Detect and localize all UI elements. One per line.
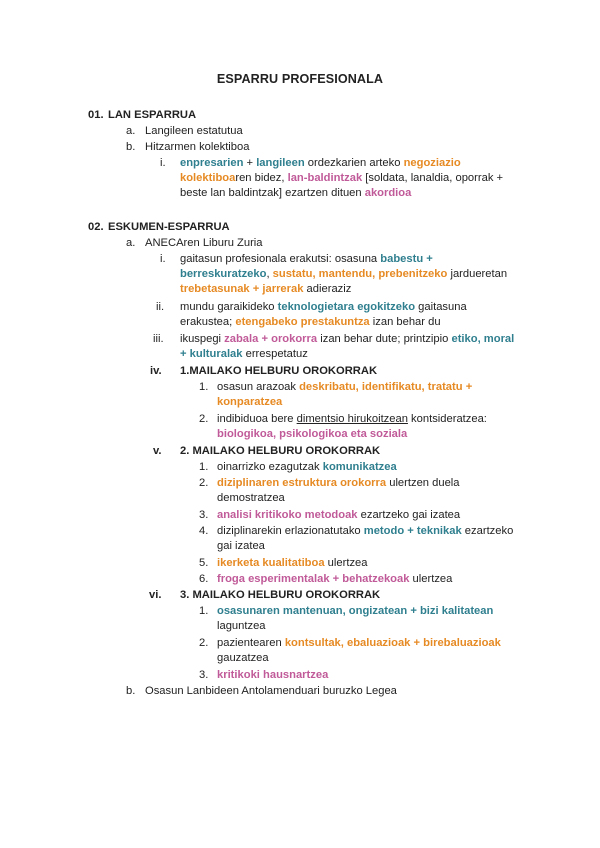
- text-run: jardueretan: [447, 268, 508, 280]
- list-item-kritikoki-hausnartzea: [217, 668, 527, 683]
- text-run: ren bidez,: [235, 172, 288, 184]
- section-2-number: 02.: [88, 221, 104, 233]
- paragraph-ikuspegi: [180, 332, 516, 362]
- highlight: etengabeko prestakuntza: [235, 316, 370, 328]
- text-run: osasun arazoak: [217, 381, 300, 393]
- list-item-osasunaren-mantenuan: [217, 604, 527, 634]
- list-item-osasun-arazoak: [217, 380, 517, 410]
- list-item-metodo-teknikak: [217, 524, 517, 554]
- text-run: mundu garaikideko: [180, 301, 278, 313]
- text-run: izan behar dute; printzipio: [317, 333, 452, 345]
- list-item-oinarrizko-ezagutzak: [217, 460, 527, 475]
- text-run: errespetatuz: [242, 348, 308, 360]
- text-run: pazientearen: [217, 637, 285, 649]
- list-marker: 3.: [199, 669, 209, 681]
- paragraph-hitzarmen-definition: [180, 156, 520, 201]
- list-marker: 2.: [199, 477, 209, 489]
- text-run: gaitasuna erakustea;: [180, 301, 467, 328]
- text-run: ,: [266, 268, 273, 280]
- highlight: teknologietara egokitzeko: [277, 301, 416, 313]
- list-marker: b.: [126, 141, 136, 153]
- text-run: gauzatzea: [217, 652, 269, 664]
- highlight: negoziazio kolektiboa: [180, 157, 461, 184]
- list-item-pazientearen-kontsultak: [217, 636, 537, 666]
- text-run: oinarrizko ezagutzak: [217, 461, 323, 473]
- text-run: ikuspegi: [180, 333, 225, 345]
- highlight: analisi kritikoko metodoak: [217, 509, 358, 521]
- page-title: ESPARRU PROFESIONALA: [216, 72, 384, 86]
- section-2-heading: ESKUMEN-ESPARRUA: [108, 221, 230, 233]
- text-run: ulertzea: [409, 573, 453, 585]
- highlight: zabala + orokorra: [224, 333, 318, 345]
- underlined-text: dimentsio hirukoitzean: [296, 413, 408, 425]
- list-item-analisi-kritikoko: [217, 508, 527, 523]
- text-run: kontsideratzea:: [407, 413, 487, 425]
- list-item-langileen-estatutua: Langileen estatutua: [145, 125, 243, 137]
- list-marker: ii.: [156, 301, 165, 313]
- list-item-osasun-lanbideen-legea: Osasun Lanbideen Antolamenduari buruzko Legea: [145, 685, 397, 697]
- list-marker: 1.: [199, 461, 209, 473]
- text-run: ordezkarien arteko: [304, 157, 404, 169]
- highlight: lan-baldintzak: [287, 172, 363, 184]
- list-marker: iii.: [153, 333, 164, 345]
- list-marker: iv.: [150, 365, 162, 377]
- list-marker: 1.: [199, 605, 209, 617]
- text-run: gaitasun profesionala erakutsi: osasuna: [180, 253, 381, 265]
- list-marker: 1.: [199, 381, 209, 393]
- highlight: biologikoa, psikologikoa eta soziala: [217, 428, 408, 440]
- subheading-1-mailako: 1.MAILAKO HELBURU OROKORRAK: [180, 365, 378, 377]
- highlight: kritikoki hausnartzea: [217, 669, 329, 681]
- list-marker: a.: [126, 125, 136, 137]
- list-marker: vi.: [149, 589, 162, 601]
- list-marker: v.: [153, 445, 162, 457]
- list-item-aneca-liburu-zuria: ANECAren Liburu Zuria: [145, 237, 263, 249]
- text-run: indibiduoa bere: [217, 413, 297, 425]
- highlight: sustatu, mantendu, prebenitzeko: [272, 268, 448, 280]
- highlight: trebetasunak + jarrerak: [180, 283, 304, 295]
- list-marker: 4.: [199, 525, 209, 537]
- list-marker: i.: [160, 253, 166, 265]
- list-item-ikerketa-kualitatiboa: [217, 556, 527, 571]
- section-1-number: 01.: [88, 109, 104, 121]
- text-run: [soldata, lanaldia, oporrak + beste lan baldintzak] ezartzen dituen: [180, 172, 504, 199]
- list-item-indibiduoa: [217, 412, 527, 442]
- list-marker: 5.: [199, 557, 209, 569]
- text-run: ulertzen duela demostratzea: [217, 477, 460, 504]
- highlight: metodo + teknikak: [363, 525, 462, 537]
- highlight: akordioa: [364, 187, 412, 199]
- text-run: ezartzeko gai izatea: [357, 509, 461, 521]
- text-run: izan behar du: [369, 316, 441, 328]
- paragraph-teknologia: [180, 300, 516, 330]
- text-run: +: [243, 157, 257, 169]
- list-item-hitzarmen-kolektiboa: Hitzarmen kolektiboa: [145, 141, 250, 153]
- list-marker: 6.: [199, 573, 209, 585]
- highlight: langileen: [256, 157, 305, 169]
- list-marker: i.: [160, 157, 166, 169]
- highlight: kontsultak, ebaluazioak + birebaluazioak: [284, 637, 501, 649]
- subheading-3-mailako: 3. MAILAKO HELBURU OROKORRAK: [180, 589, 381, 601]
- highlight: froga esperimentalak + behatzekoak: [217, 573, 410, 585]
- list-item-froga-esperimentalak: [217, 572, 537, 587]
- list-item-diziplinaren-estruktura: [217, 476, 467, 506]
- list-marker: 2.: [199, 413, 209, 425]
- highlight: diziplinaren estruktura orokorra: [217, 477, 387, 489]
- highlight: babestu + berreskuratzeko: [180, 253, 433, 280]
- text-run: ezartzeko gai izatea: [217, 525, 514, 552]
- section-1-heading: LAN ESPARRUA: [108, 109, 197, 121]
- subheading-2-mailako: 2. MAILAKO HELBURU OROKORRAK: [180, 445, 381, 457]
- text-run: diziplinarekin erlazionatutako: [217, 525, 364, 537]
- highlight: komunikatzea: [322, 461, 397, 473]
- text-run: adieraziz: [303, 283, 352, 295]
- highlight: osasunaren mantenuan, ongizatean + bizi kalitatean: [217, 605, 494, 617]
- list-marker: 2.: [199, 637, 209, 649]
- list-marker: 3.: [199, 509, 209, 521]
- text-run: laguntzea: [217, 620, 266, 632]
- text-run: ulertzea: [324, 557, 368, 569]
- highlight: enpresarien: [180, 157, 244, 169]
- highlight: ikerketa kualitatiboa: [217, 557, 325, 569]
- highlight: etiko, moral + kulturalak: [180, 333, 515, 360]
- highlight: deskribatu, identifikatu, tratatu + konparatzea: [217, 381, 473, 408]
- list-marker: b.: [126, 685, 136, 697]
- list-marker: a.: [126, 237, 136, 249]
- paragraph-gaitasun-profesionala: [180, 252, 516, 297]
